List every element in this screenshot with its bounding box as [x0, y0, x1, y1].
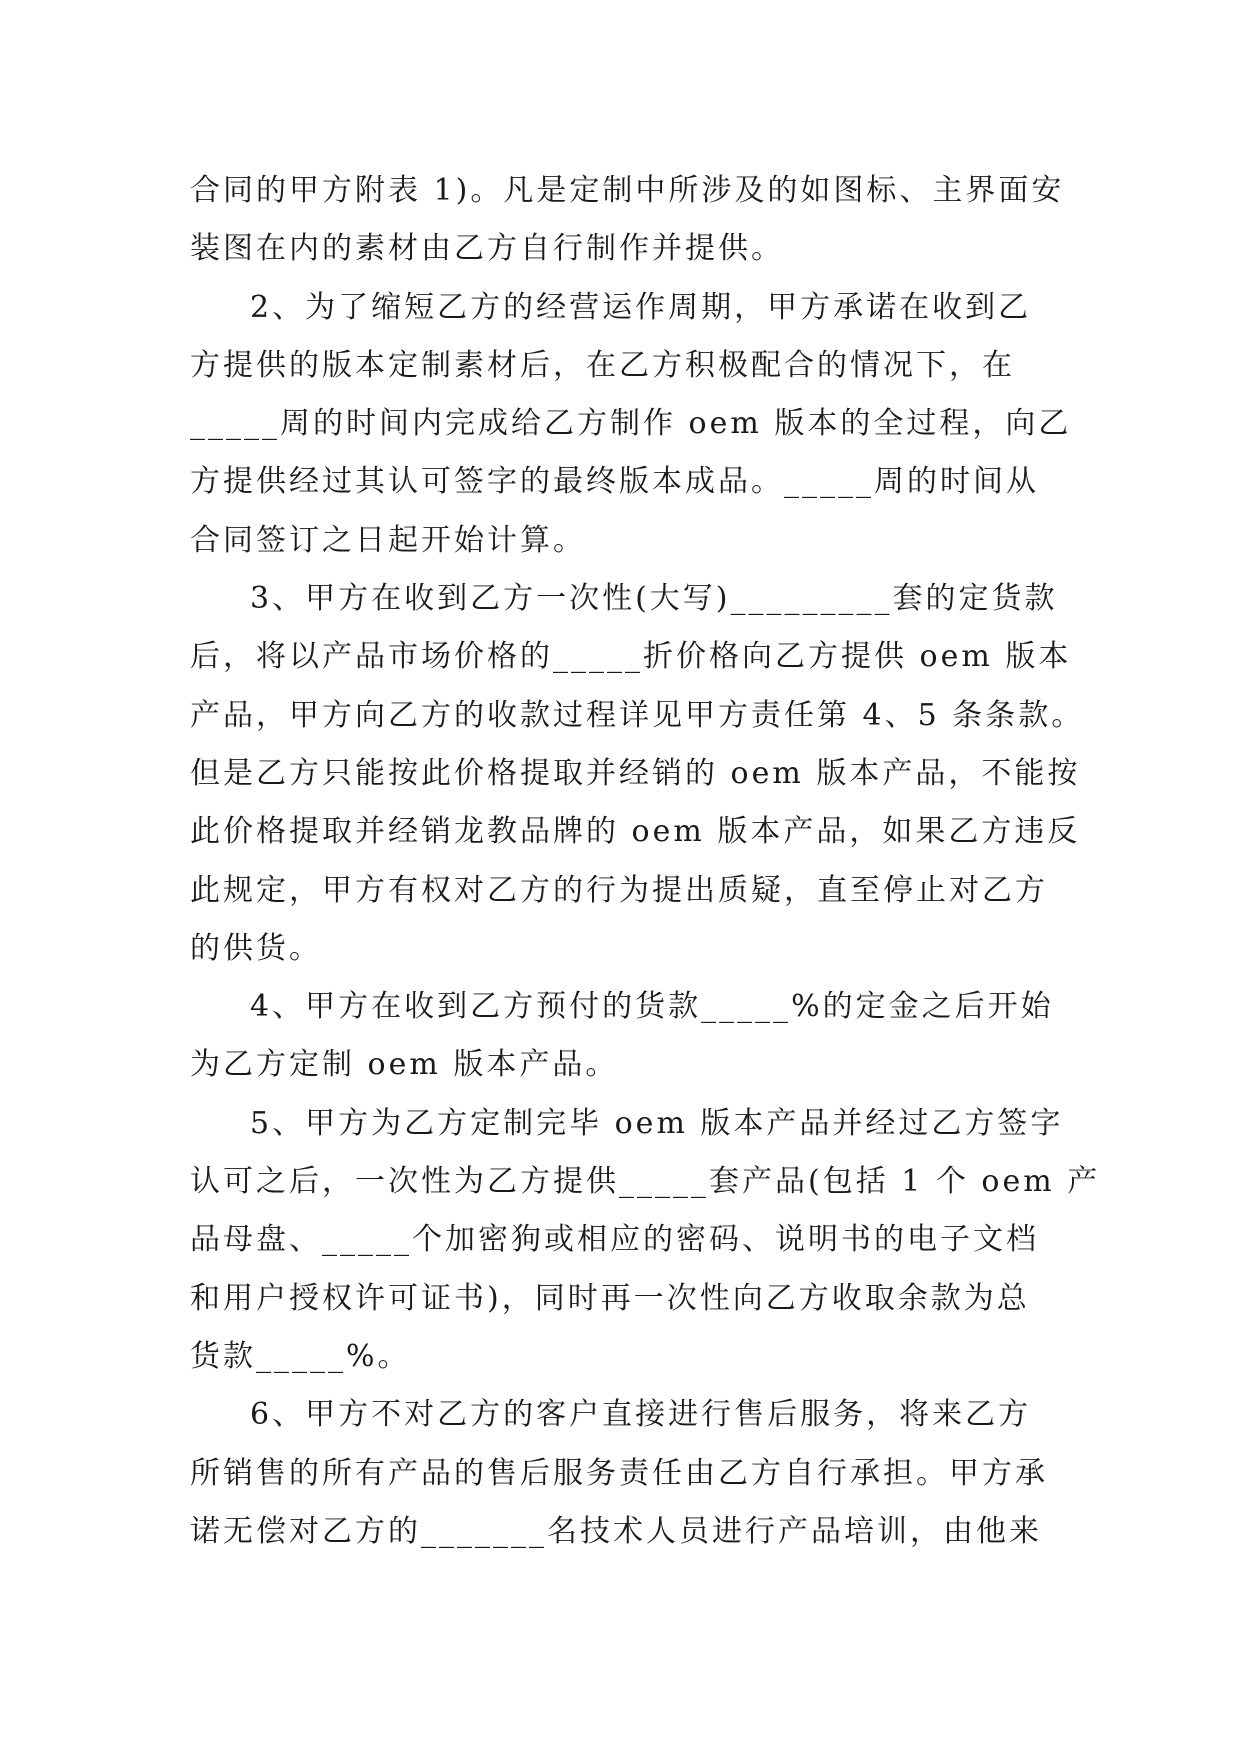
text-line: 5、甲方为乙方定制完毕 oem 版本产品并经过乙方签字	[250, 1105, 1064, 1141]
text-line: 此规定，甲方有权对乙方的行为提出质疑，直至停止对乙方	[190, 872, 1048, 908]
text-line: 品母盘、_____个加密狗或相应的密码、说明书的电子文档	[190, 1222, 1039, 1258]
text-line: 的供货。	[190, 930, 322, 966]
text-line: 为乙方定制 oem 版本产品。	[190, 1047, 619, 1083]
text-line: 3、甲方在收到乙方一次性(大写)_________套的定货款	[250, 581, 1058, 617]
text-line: 认可之后，一次性为乙方提供_____套产品(包括 1 个 oem 产	[190, 1164, 1101, 1200]
text-line: 4、甲方在收到乙方预付的货款_____%的定金之后开始	[250, 989, 1054, 1025]
text-line: 货款_____%。	[190, 1338, 411, 1374]
text-line: 2、为了缩短乙方的经营运作周期，甲方承诺在收到乙	[250, 289, 1032, 325]
contract-text	[190, 162, 1101, 1561]
text-line: 方提供经过其认可签字的最终版本成品。_____周的时间从	[190, 464, 1039, 500]
text-line: 产品，甲方向乙方的收款过程详见甲方责任第 4、5 条条款。	[190, 697, 1085, 733]
text-line: 诺无偿对乙方的_______名技术人员进行产品培训，由他来	[190, 1513, 1042, 1549]
text-line: 方提供的版本定制素材后，在乙方积极配合的情况下，在	[190, 347, 1015, 383]
text-line: 此价格提取并经销龙教品牌的 oem 版本产品，如果乙方违反	[190, 814, 1081, 850]
text-line: 6、甲方不对乙方的客户直接进行售后服务，将来乙方	[250, 1397, 1032, 1433]
text-line: 后，将以产品市场价格的_____折价格向乙方提供 oem 版本	[190, 639, 1072, 675]
text-line: 装图在内的素材由乙方自行制作并提供。	[190, 231, 784, 267]
text-line: 但是乙方只能按此价格提取并经销的 oem 版本产品，不能按	[190, 755, 1081, 791]
text-line: 和用户授权许可证书)，同时再一次性向乙方收取余款为总	[190, 1280, 1030, 1316]
text-line: _____周的时间内完成给乙方制作 oem 版本的全过程，向乙	[190, 406, 1072, 442]
text-line: 合同签订之日起开始计算。	[190, 522, 586, 558]
text-line: 合同的甲方附表 1)。凡是定制中所涉及的如图标、主界面安	[190, 173, 1065, 208]
text-line: 所销售的所有产品的售后服务责任由乙方自行承担。甲方承	[190, 1455, 1048, 1491]
